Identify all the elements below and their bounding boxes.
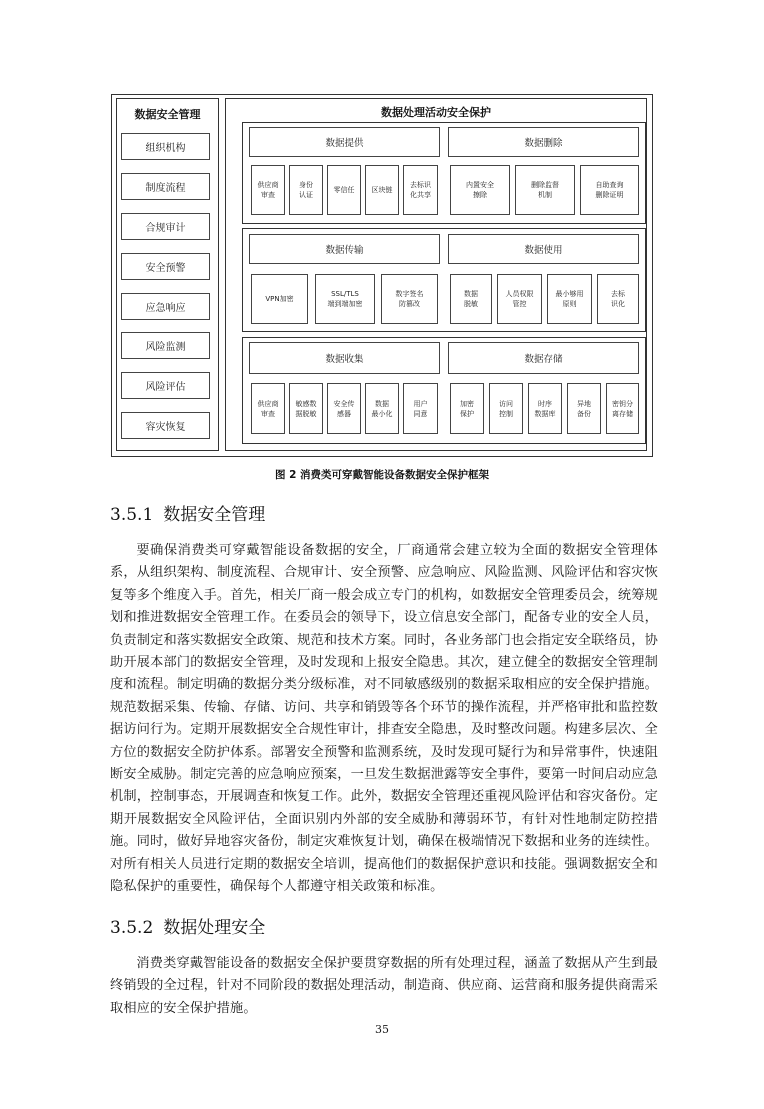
store-item: 时序 数据库 <box>528 383 562 434</box>
collect-item: 用户 同意 <box>403 383 438 434</box>
figure-caption: 图 2 消费类可穿戴智能设备数据安全保护框架 <box>274 469 490 481</box>
provide-item: 区块链 <box>365 165 399 215</box>
store-item: 异地 备份 <box>567 383 601 434</box>
group-title-transfer: 数据传输 <box>249 234 440 264</box>
delete-item: 自助查询 删除证明 <box>580 165 639 215</box>
group-title-use: 数据使用 <box>448 234 639 264</box>
body-paragraph: 消费类穿戴智能设备的数据安全保护要贯穿数据的所有处理过程，涵盖了数据从产生到最终销毁的全过程，针对不同阶段的数据处理活动，制造商、供应商、运营商和服务提供商需采取相应的安全保护措施。 <box>110 956 658 1016</box>
use-item: 去标 识化 <box>597 274 639 324</box>
use-item: 人员权限 管控 <box>497 274 542 324</box>
transfer-item: SSL/TLS 端到端加密 <box>315 274 375 324</box>
mgmt-item: 应急响应 <box>121 293 210 320</box>
store-item: 密钥分 离存储 <box>606 383 639 434</box>
transfer-item: VPN加密 <box>251 274 308 324</box>
mgmt-item: 制度流程 <box>121 173 210 200</box>
transfer-item: 数字签名 防篡改 <box>381 274 438 324</box>
body-paragraph: 要确保消费类可穿戴智能设备数据的安全，厂商通常会建立较为全面的数据安全管理体系，从组织架构、制度流程、合规审计、安全预警、应急响应、风险监测、风险评估和容灾恢复等多个维度入手。首先，相关厂商一般会成立专门的机构，如数据安全管理委员会，统筹规划和推进数据安全管理工作。在委员会的领导下，设立信息安全部门，配备专业的安全人员，负责制定和落实数据安全政策、规范和技术方案。同时，各业务部门也会指定安全联络员，协助开展本部门的数据安全管理，及时发现和上报安全隐患。其次，建立健全的数据安全管理制度和流程。制定明确的数据分类分级标准，对不同敏感级别的数据采取相应的安全保护措施。规范数据采集、传输、存储、访问、共享和销毁等各个环节的操作流程，并严格审批和监控数据访问行为。定期开展数据安全合规性审计，排查安全隐患，及时整改问题。构建多层次、全方位的数据安全防护体系。部署安全预警和监测系统，及时发现可疑行为和异常事件，快速阻断安全威胁。制定完善的应急响应预案，一旦发生数据泄露等安全事件，要第一时间启动应急机制，控制事态，开展调查和恢复工作。此外，数据安全管理还重视风险评估和容灾备份。定期开展数据安全风险评估，全面识别内外部的安全威胁和薄弱环节，有针对性地制定防控措施。同时，做好异地容灾备份，制定灾难恢复计划，确保在极端情况下数据和业务的连续性。对所有相关人员进行定期的数据安全培训，提高他们的数据保护意识和技能。强调数据安全和隐私保护的重要性，确保每个人都遵守相关政策和标准。 <box>110 543 658 895</box>
group-title-store: 数据存储 <box>448 342 639 374</box>
mgmt-item: 组织机构 <box>121 133 210 160</box>
collect-item: 敏感数 据脱敏 <box>289 383 323 434</box>
mgmt-item: 风险评估 <box>121 372 210 399</box>
section-title: 数据处理安全 <box>163 918 266 938</box>
collect-item: 数据 最小化 <box>365 383 399 434</box>
section-number: 3.5.1 <box>110 505 154 525</box>
mgmt-item: 风险监测 <box>121 332 210 359</box>
collect-item: 安全传 感器 <box>327 383 361 434</box>
provide-item: 零信任 <box>327 165 361 215</box>
section-heading <box>110 913 265 938</box>
store-item: 访问 控制 <box>489 383 523 434</box>
mgmt-item: 容灾恢复 <box>121 412 210 439</box>
use-item: 数据 脱敏 <box>450 274 492 324</box>
provide-item: 去标识 化共享 <box>403 165 438 215</box>
provide-item: 身份 认证 <box>289 165 323 215</box>
store-item: 加密 保护 <box>450 383 484 434</box>
provide-item: 供应商 审查 <box>251 165 285 215</box>
collect-item: 供应商 审查 <box>251 383 285 434</box>
section-number: 3.5.2 <box>110 918 154 938</box>
mgmt-item: 合规审计 <box>121 213 210 240</box>
page-number: 35 <box>375 1023 389 1036</box>
use-item: 最小够用 原则 <box>547 274 592 324</box>
section-heading <box>110 500 265 525</box>
group-title-delete: 数据删除 <box>448 127 639 157</box>
security-management-title: 数据安全管理 <box>134 108 201 121</box>
mgmt-item: 安全预警 <box>121 253 210 280</box>
section-title: 数据安全管理 <box>163 505 266 525</box>
processing-protection-title: 数据处理活动安全保护 <box>381 106 491 119</box>
group-title-provide: 数据提供 <box>249 127 440 157</box>
delete-item: 内置安全 擦除 <box>450 165 510 215</box>
delete-item: 删除监督 机制 <box>515 165 575 215</box>
group-title-collect: 数据收集 <box>249 342 440 374</box>
